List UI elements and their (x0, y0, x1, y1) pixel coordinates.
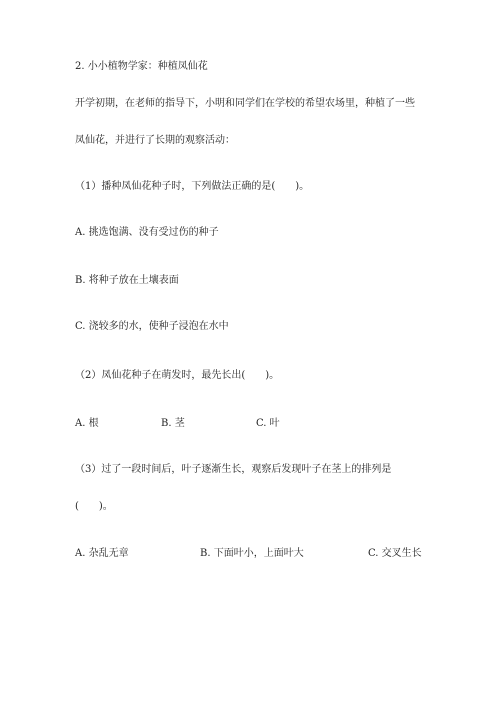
question-1-stem: （1）播种凤仙花种子时，下列做法正确的是( )。 (75, 181, 310, 192)
question-3-stem-line-1: （3）过了一段时间后，叶子逐渐生长，观察后发现叶子在茎上的排列是 (75, 464, 392, 475)
question-2-stem: （2）凤仙花种子在萌发时，最先长出( )。 (75, 370, 280, 381)
question-1-option-b: B. 将种子放在土壤表面 (75, 275, 179, 286)
question-3-option-b: B. 下面叶小，上面叶大 (200, 548, 304, 559)
question-2-option-a: A. 根 (75, 418, 99, 429)
question-1-option-c: C. 浇较多的水，使种子浸泡在水中 (75, 321, 229, 332)
question-3-stem-line-2: ( )。 (75, 501, 113, 512)
intro-text-line-1: 开学初期，在老师的指导下，小明和同学们在学校的希望农场里，种植了一些 (75, 98, 415, 109)
section-title: 2. 小小植物学家：种植凤仙花 (75, 61, 208, 72)
question-3-option-a: A. 杂乱无章 (75, 548, 129, 559)
question-3-option-c: C. 交叉生长 (368, 548, 422, 559)
question-1-option-a: A. 挑选饱满、没有受过伤的种子 (75, 227, 219, 238)
question-2-option-c: C. 叶 (256, 418, 280, 429)
intro-text-line-2: 凤仙花，并进行了长期的观察活动： (75, 135, 235, 146)
question-2-option-b: B. 茎 (161, 418, 185, 429)
